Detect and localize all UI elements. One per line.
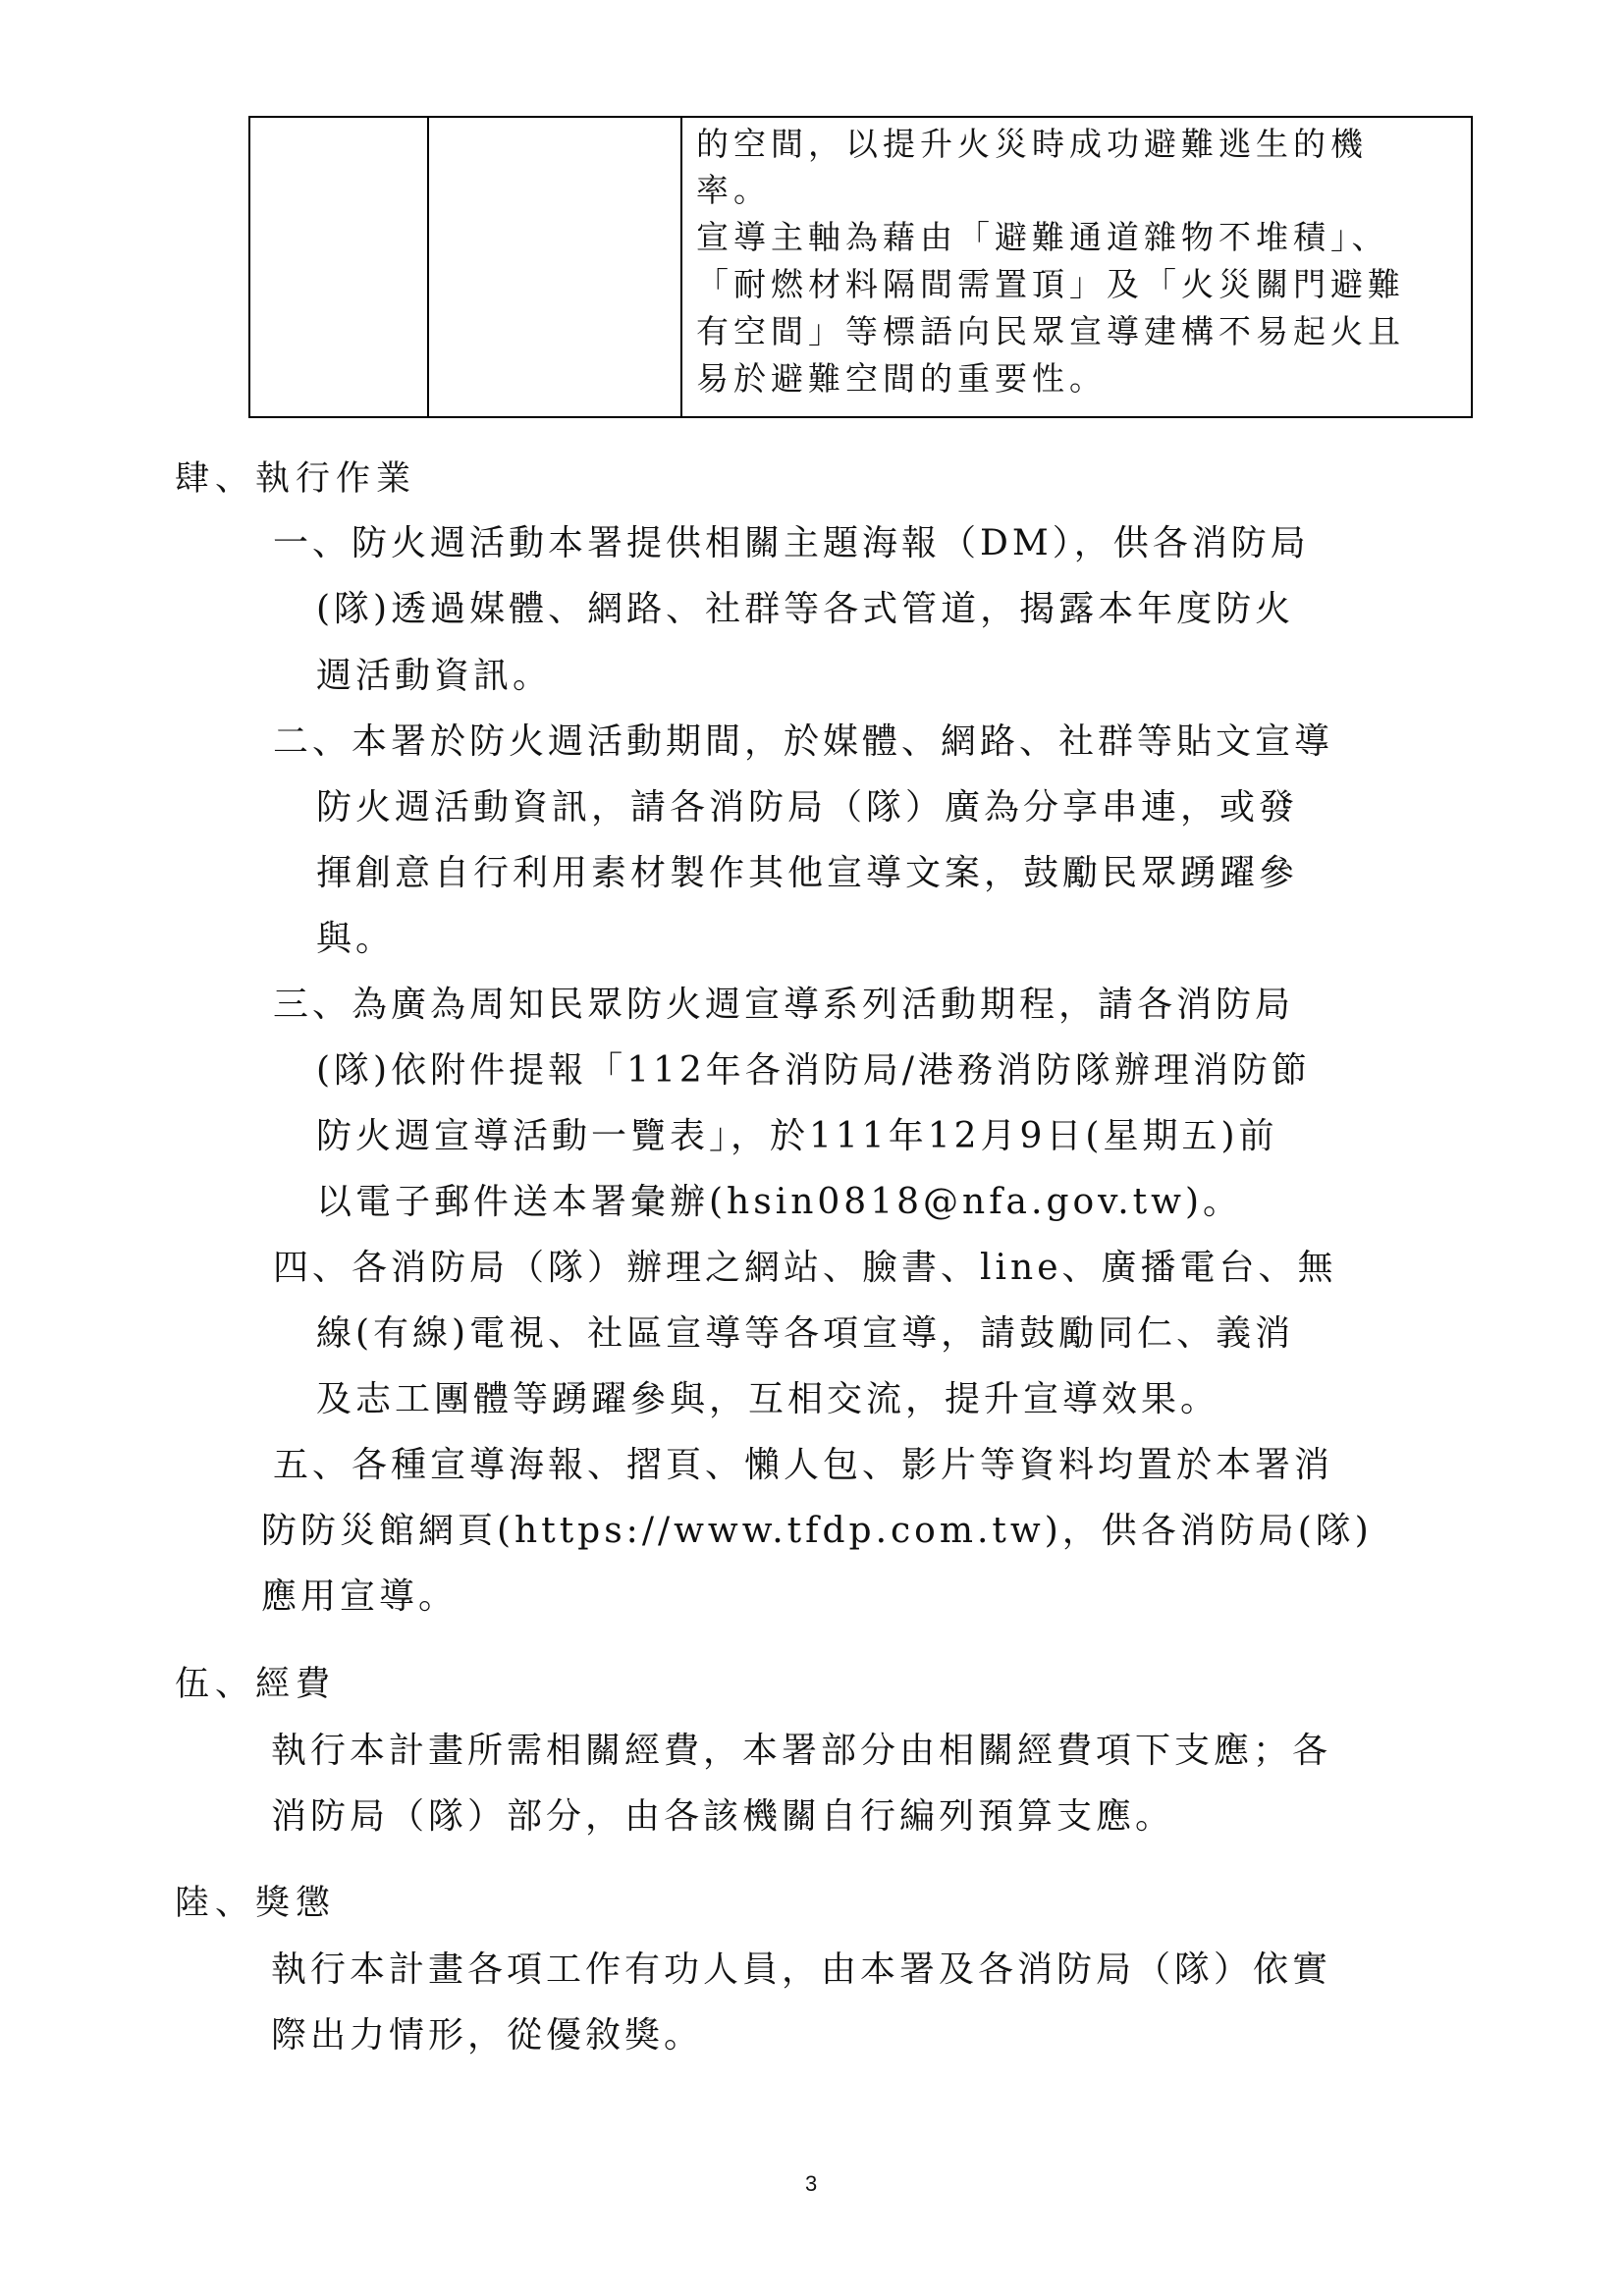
section-heading-execution: 肆、執行作業 — [175, 459, 417, 499]
execution-item-3-line: 三、為廣為周知民眾防火週宣導系列活動期程，請各消防局 — [273, 985, 1295, 1025]
execution-item-1-line: 一、防火週活動本署提供相關主題海報（DM），供各消防局 — [273, 523, 1310, 563]
funding-text-line: 消防局（隊）部分，由各該機關自行編列預算支應。 — [271, 1796, 1175, 1837]
page-number: 3 — [805, 2171, 818, 2196]
rewards-text-line: 際出力情形，從優敘獎。 — [271, 2015, 704, 2056]
execution-item-2-line: 與。 — [316, 919, 396, 959]
table-cell-empty-1 — [249, 117, 428, 417]
rewards-text-line: 執行本計畫各項工作有功人員，由本署及各消防局（隊）依實 — [271, 1949, 1332, 1990]
table-text-line: 易於避難空間的重要性。 — [696, 359, 1107, 398]
table-text-line: 率。 — [696, 171, 771, 209]
execution-item-2-line: 二、本署於防火週活動期間，於媒體、網路、社群等貼文宣導 — [273, 721, 1334, 762]
table-cell-description — [681, 117, 1472, 417]
section-heading-funding: 伍、經費 — [175, 1665, 337, 1704]
execution-item-4-line: 及志工團體等踴躍參與，互相交流，提升宣導效果。 — [316, 1379, 1220, 1419]
table-text-line: 有空間」等標語向民眾宣導建構不易起火且 — [696, 312, 1405, 350]
table-text-line: 「耐燃材料隔間需置頂」及「火災關門避難 — [696, 265, 1405, 303]
section-heading-rewards: 陸、獎懲 — [175, 1884, 337, 1923]
table-text-line: 的空間，以提升火災時成功避難逃生的機 — [696, 125, 1368, 163]
table-text-line: 宣導主軸為藉由「避難通道雜物不堆積」、 — [696, 218, 1389, 256]
table-cell-empty-2 — [428, 117, 681, 417]
execution-item-3-line: 以電子郵件送本署彙辦(hsin0818@nfa.gov.tw)。 — [316, 1182, 1242, 1222]
execution-item-2-line: 防火週活動資訊，請各消防局（隊）廣為分享串連，或發 — [316, 787, 1299, 828]
execution-item-1-line: 週活動資訊。 — [316, 656, 553, 696]
execution-item-3-line: (隊)依附件提報「112年各消防局/港務消防隊辦理消防節 — [316, 1050, 1311, 1091]
execution-item-1-line: (隊)透過媒體、網路、社群等各式管道，揭露本年度防火 — [316, 589, 1295, 629]
execution-item-4-line: 線(有線)電視、社區宣導等各項宣導，請鼓勵同仁、義消 — [316, 1313, 1295, 1354]
execution-item-5-line: 防防災館網頁(https://www.tfdp.com.tw)，供各消防局(隊) — [261, 1511, 1373, 1551]
execution-item-3-line: 防火週宣導活動一覽表」，於111年12月9日(星期五)前 — [316, 1116, 1278, 1156]
execution-item-5-line: 五、各種宣導海報、摺頁、懶人包、影片等資料均置於本署消 — [273, 1445, 1334, 1485]
funding-text-line: 執行本計畫所需相關經費，本署部分由相關經費項下支應；各 — [271, 1731, 1332, 1771]
program-table — [248, 116, 1473, 418]
execution-item-4-line: 四、各消防局（隊）辦理之網站、臉書、line、廣播電台、無 — [273, 1248, 1337, 1288]
execution-item-2-line: 揮創意自行利用素材製作其他宣導文案，鼓勵民眾踴躍參 — [316, 853, 1299, 893]
execution-item-5-line: 應用宣導。 — [261, 1576, 459, 1617]
